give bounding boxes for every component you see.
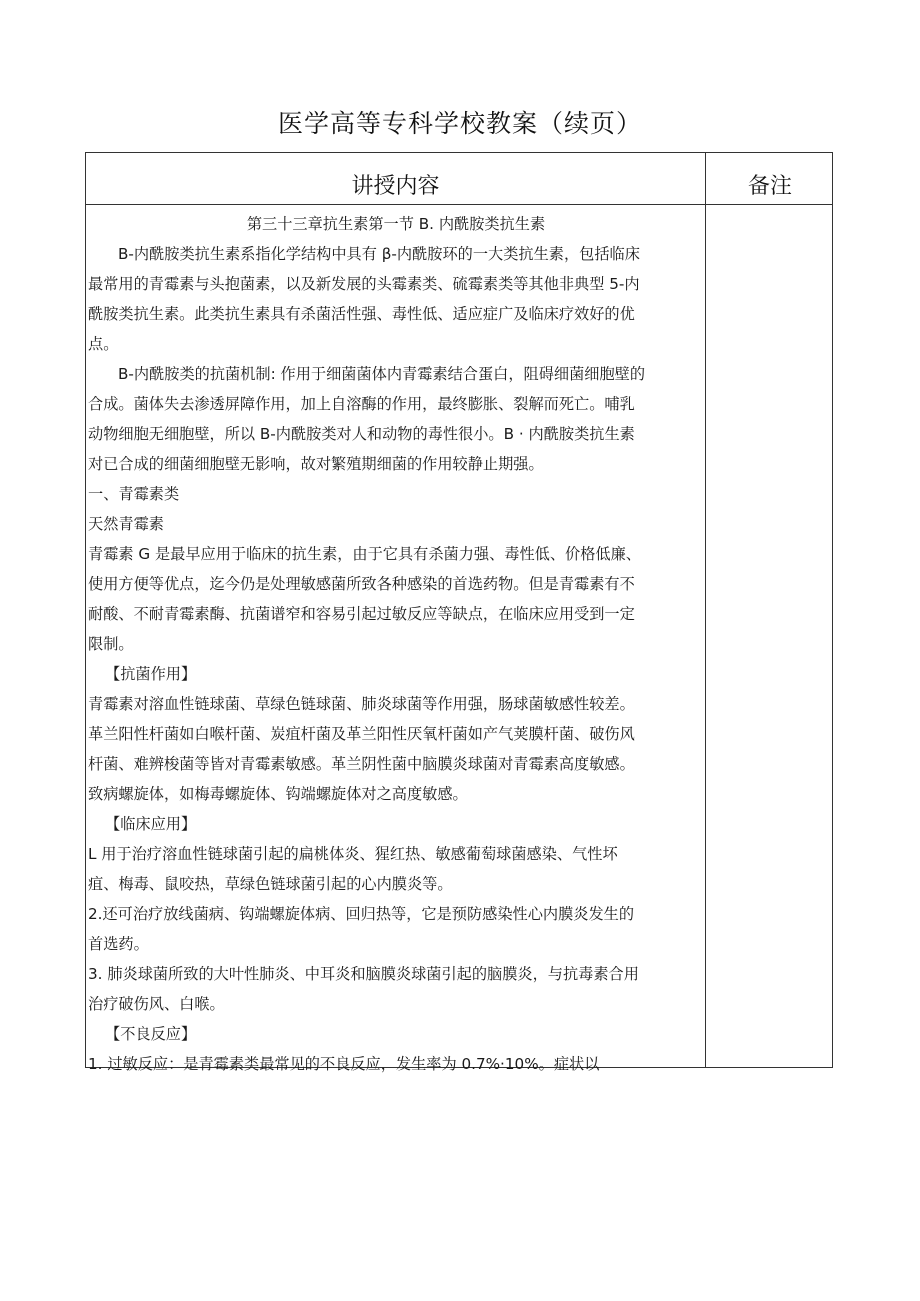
text-line: 1. 过敏反应：是青霉素类最常见的不良反应，发生率为 0.7%·10%。症状以 [88, 1055, 600, 1073]
bracket-heading: 【抗菌作用】 [105, 665, 197, 683]
text-line: B-内酰胺类抗生素系指化学结构中具有 β-内酰胺环的一大类抗生素，包括临床 [118, 245, 640, 263]
text-line: 治疗破伤风、白喉。 [88, 995, 225, 1013]
lecture-content [88, 209, 704, 1079]
header-lecture-content: 讲授内容 [351, 174, 440, 199]
subsection-heading: 天然青霉素 [88, 515, 164, 533]
text-line: 使用方便等优点，迄今仍是处理敏感菌所致各种感染的首选药物。但是青霉素有不 [88, 575, 635, 593]
text-line: 酰胺类抗生素。此类抗生素具有杀菌活性强、毒性低、适应症广及临床疗效好的优 [88, 305, 635, 323]
text-line: 2.还可治疗放线菌病、钩端螺旋体病、回归热等，它是预防感染性心内膜炎发生的 [88, 905, 635, 923]
text-line: 致病螺旋体，如梅毒螺旋体、钩端螺旋体对之高度敏感。 [88, 785, 468, 803]
text-line: 疽、梅毒、鼠咬热，草绿色链球菌引起的心内膜炎等。 [88, 875, 453, 893]
text-line: 青霉素对溶血性链球菌、草绿色链球菌、肺炎球菌等作用强，肠球菌敏感性较差。 [88, 695, 635, 713]
text-line: 革兰阳性杆菌如白喉杆菌、炭疽杆菌及革兰阳性厌氧杆菌如产气荚膜杆菌、破伤风 [88, 725, 635, 743]
text-line: 动物细胞无细胞壁，所以 B-内酰胺类对人和动物的毒性很小。B · 内酰胺类抗生素 [88, 425, 635, 443]
text-line: 首选药。 [88, 935, 149, 953]
text-line: L 用于治疗溶血性链球菌引起的扁桃体炎、猩红热、敏感葡萄球菌感染、气性坏 [88, 845, 618, 863]
column-divider [705, 153, 706, 1067]
text-line: 最常用的青霉素与头抱菌素，以及新发展的头霉素类、硫霉素类等其他非典型 5-内 [88, 275, 640, 293]
bracket-heading: 【不良反应】 [105, 1025, 197, 1043]
text-line: 青霉素 G 是最早应用于临床的抗生素，由于它具有杀菌力强、毒性低、价格低廉、 [88, 545, 641, 563]
text-line: 限制。 [88, 635, 134, 653]
header-notes: 备注 [747, 174, 792, 199]
lesson-table [85, 152, 833, 1073]
bracket-heading: 【临床应用】 [105, 815, 197, 833]
text-line: 耐酸、不耐青霉素酶、抗菌谱窄和容易引起过敏反应等缺点，在临床应用受到一定 [88, 605, 635, 623]
text-line: 对已合成的细菌细胞壁无影响，故对繁殖期细菌的作用较静止期强。 [88, 455, 544, 473]
text-line: 杆菌、难辨梭菌等皆对青霉素敏感。革兰阴性菌中脑膜炎球菌对青霉素高度敏感。 [88, 755, 635, 773]
section-heading: 第三十三章抗生素第一节 B. 内酰胺类抗生素 [246, 215, 546, 233]
text-line: 3. 肺炎球菌所致的大叶性肺炎、中耳炎和脑膜炎球菌引起的脑膜炎，与抗毒素合用 [88, 965, 639, 983]
text-line: B-内酰胺类的抗菌机制: 作用于细菌菌体内青霉素结合蛋白，阻碍细菌细胞壁的 [118, 365, 646, 383]
text-line: 合成。菌体失去渗透屏障作用，加上自溶酶的作用，最终膨胀、裂解而死亡。哺乳 [88, 395, 635, 413]
subsection-heading: 一、青霉素类 [88, 485, 180, 503]
text-line: 点。 [88, 335, 119, 353]
page-title: 医学高等专科学校教案（续页） [277, 109, 642, 138]
